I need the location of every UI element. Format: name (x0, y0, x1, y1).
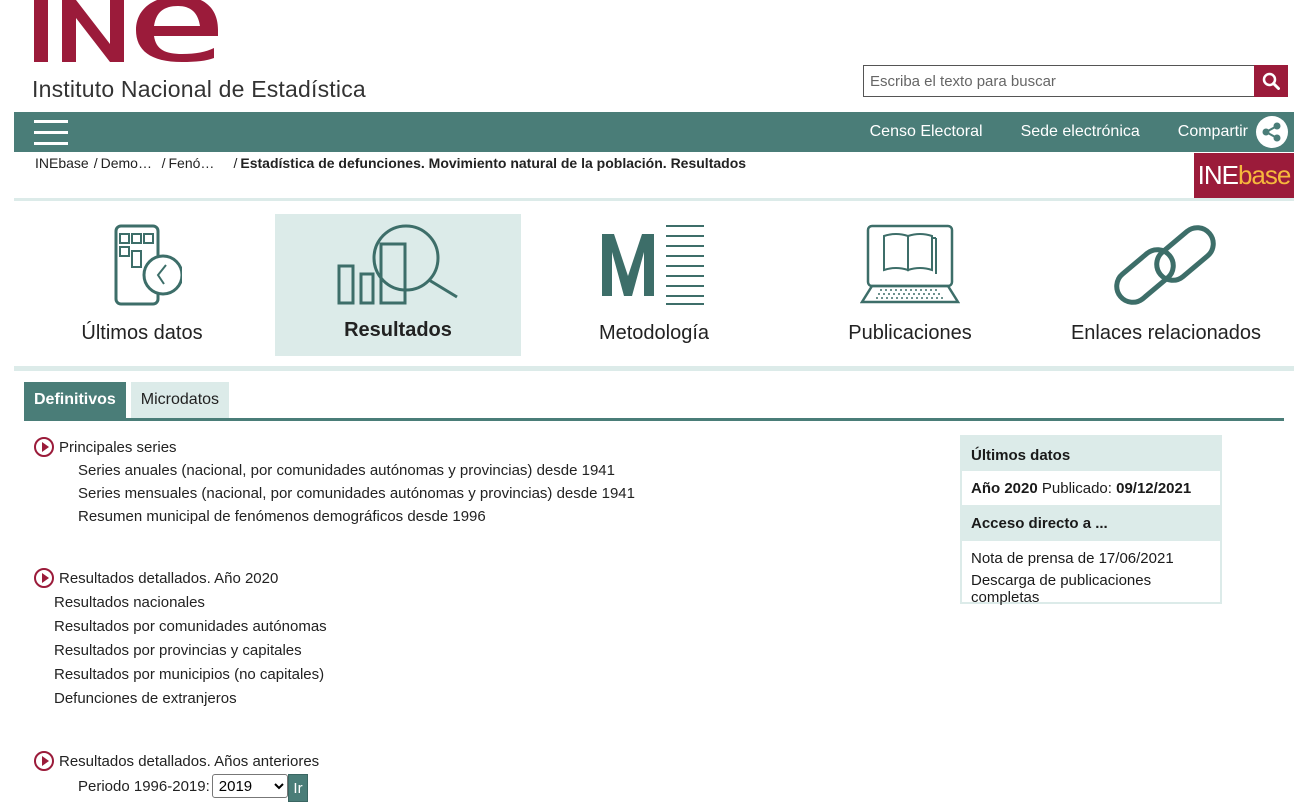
section-metodologia[interactable] (531, 214, 777, 356)
methodology-icon (600, 224, 708, 306)
laptop-book-icon (860, 224, 960, 306)
access-title: Acceso directo a ... (962, 505, 1220, 541)
period-label: Periodo 1996-2019: (78, 777, 210, 795)
arrow-circle-icon (34, 437, 54, 457)
section-publicaciones[interactable] (787, 214, 1033, 356)
inebase-logo-base: base (1237, 160, 1291, 190)
nav-link-censo-electoral[interactable]: Censo Electoral (869, 123, 983, 140)
link-series-mensuales[interactable]: Series mensuales (nacional, por comunidades autónomas y provincias) desde 1941 (78, 485, 635, 502)
section-resultados[interactable] (275, 214, 521, 356)
section-label: Últimos datos (81, 322, 203, 344)
go-button[interactable]: Ir (288, 774, 308, 802)
section-label: Enlaces relacionados (1070, 322, 1262, 344)
link-resultados-provincias[interactable]: Resultados por provincias y capitales (54, 642, 302, 659)
inebase-logo-ine: INE (1197, 160, 1238, 190)
tab-bar (24, 382, 234, 418)
arrow-circle-icon (34, 751, 54, 771)
link-descarga-publicaciones[interactable]: Descarga de publicaciones completas (971, 572, 1152, 606)
section-ultimos-datos[interactable] (19, 214, 265, 356)
link-nota-prensa[interactable]: Nota de prensa de 17/06/2021 (971, 550, 1174, 567)
group-title-text: Resultados detallados. Años anteriores (59, 752, 320, 770)
section-label: Publicaciones (848, 322, 972, 344)
share-link[interactable]: Compartir (1177, 123, 1248, 140)
latest-data-box (960, 435, 1222, 604)
share-icon[interactable] (1256, 116, 1288, 148)
period-selector (78, 774, 288, 798)
latest-data-row (962, 471, 1220, 505)
group-title-principales-series[interactable] (34, 437, 177, 457)
group-title-anos-anteriores[interactable] (34, 751, 319, 771)
breadcrumb-item-inebase[interactable]: INEbase (35, 155, 89, 171)
ine-logo[interactable] (32, 0, 232, 66)
link-resultados-municipios[interactable]: Resultados por municipios (no capitales) (54, 666, 325, 683)
year-label: Año 2020 (971, 480, 1038, 497)
year-select[interactable] (212, 774, 288, 798)
nav-link-sede-electronica[interactable]: Sede electrónica (1020, 123, 1140, 140)
inebase-logo[interactable] (1194, 153, 1294, 198)
link-series-anuales[interactable]: Series anuales (nacional, por comunidades autónomas y provincias) desde 1941 (78, 462, 615, 479)
group-title-text: Principales series (59, 438, 177, 456)
chain-link-icon (1111, 224, 1221, 306)
search-bar (863, 65, 1288, 97)
breadcrumb: INEbase / Demo… / Fenó… / Estadística de defunciones. Movimiento natural de la población. Resultados (35, 155, 747, 171)
section-label: Resultados (344, 319, 452, 341)
search-icon (1262, 72, 1280, 90)
tab-microdatos[interactable]: Microdatos (131, 382, 229, 418)
hamburger-menu-icon[interactable] (34, 120, 68, 146)
section-label: Metodología (598, 322, 710, 344)
link-resumen-municipal[interactable]: Resumen municipal de fenómenos demográficos desde 1996 (78, 508, 486, 525)
phone-clock-icon (102, 224, 182, 306)
link-resultados-nacionales[interactable]: Resultados nacionales (54, 594, 205, 611)
breadcrumb-current: Estadística de defunciones. Movimiento natural de la población. Resultados (240, 155, 747, 171)
breadcrumb-item-demografia[interactable]: Demo… (100, 155, 152, 171)
link-resultados-ccaa[interactable]: Resultados por comunidades autónomas (54, 618, 327, 635)
breadcrumb-item-fenomenos[interactable]: Fenó… (168, 155, 215, 171)
top-nav-bar (14, 112, 1294, 152)
link-defunciones-extranjeros[interactable]: Defunciones de extranjeros (54, 690, 237, 707)
published-date: 09/12/2021 (1116, 480, 1192, 497)
tab-underline (24, 418, 1284, 421)
logo-text: Instituto Nacional de Estadística (32, 76, 366, 102)
section-enlaces-relacionados[interactable] (1043, 214, 1289, 356)
group-title-text: Resultados detallados. Año 2020 (59, 569, 279, 587)
chart-magnifier-icon (335, 222, 461, 306)
arrow-circle-icon (34, 568, 54, 588)
divider (14, 366, 1294, 371)
latest-data-title: Últimos datos (962, 437, 1220, 471)
published-label: Publicado: (1041, 480, 1112, 497)
search-button[interactable] (1254, 65, 1288, 97)
divider (14, 198, 1294, 201)
group-title-resultados-2020[interactable] (34, 568, 278, 588)
search-input[interactable] (863, 65, 1254, 97)
tab-definitivos[interactable]: Definitivos (24, 382, 126, 418)
